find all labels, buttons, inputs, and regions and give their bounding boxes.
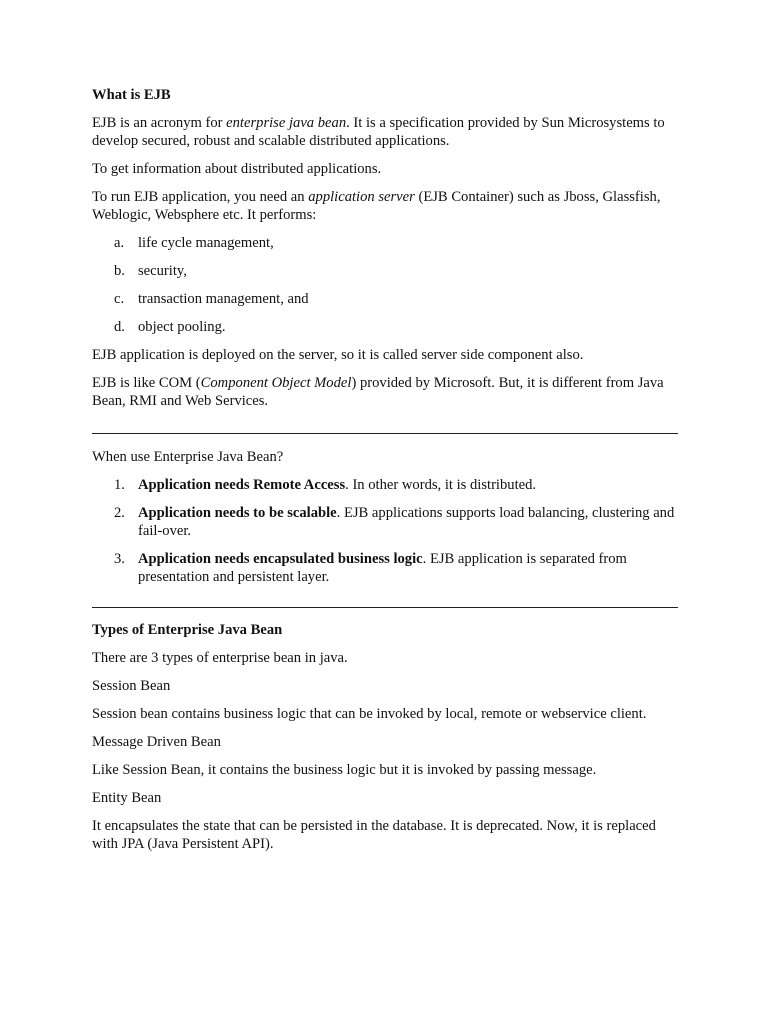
text-run: EJB is an acronym for: [92, 115, 227, 131]
text-run: . It is a specification provided by Sun Microsystems to develop secured, robust and scalable distributed applications.: [92, 115, 665, 149]
list-item: [92, 550, 678, 586]
divider: [92, 433, 678, 434]
list-item-bold: Application needs encapsulated business logic: [138, 551, 423, 567]
list-item-text: . In other words, it is distributed.: [345, 477, 537, 493]
list-marker: 1.: [114, 477, 125, 493]
list-item: [92, 476, 678, 494]
list-marker: d.: [114, 319, 125, 335]
list-marker: b.: [114, 263, 125, 279]
list-marker: 3.: [114, 551, 125, 567]
list-item: [92, 318, 678, 336]
subheading-entity-bean: Entity Bean: [92, 790, 162, 806]
list-item-text: . EJB application is separated from presentation and persistent layer.: [138, 551, 627, 585]
list-item-bold: Application needs to be scalable: [138, 505, 337, 521]
paragraph-message-driven-bean: Like Session Bean, it contains the business logic but it is invoked by passing message.: [92, 762, 597, 778]
text-run: To run EJB application, you need an: [92, 189, 309, 205]
heading-types: Types of Enterprise Java Bean: [92, 622, 283, 638]
emphasis-enterprise-java-bean: enterprise java bean: [226, 115, 347, 131]
divider: [92, 607, 678, 608]
paragraph-distributed-info: To get information about distributed applications.: [92, 161, 382, 177]
subheading-session-bean: Session Bean: [92, 678, 171, 694]
list-item-text: security,: [138, 263, 187, 279]
heading-what-is-ejb: What is EJB: [92, 87, 171, 103]
paragraph-entity-bean: It encapsulates the state that can be persisted in the database. It is deprecated. Now, it is replaced with JPA (Java Persistent API).: [92, 818, 656, 852]
paragraph-types-intro: There are 3 types of enterprise bean in java.: [92, 650, 348, 666]
emphasis-component-object-model: Component Object Model: [200, 375, 352, 391]
list-item-text: transaction management, and: [138, 291, 309, 307]
document-page: [92, 86, 678, 863]
list-item: [92, 290, 678, 308]
when-use-list: [92, 476, 678, 586]
subheading-message-driven-bean: Message Driven Bean: [92, 734, 221, 750]
paragraph-ejb-acronym: [92, 114, 678, 150]
paragraph-com-comparison: [92, 374, 678, 410]
list-item: [92, 234, 678, 252]
list-item: [92, 262, 678, 280]
list-item-bold: Application needs Remote Access: [138, 477, 346, 493]
list-item-text: . EJB applications supports load balancing, clustering and fail-over.: [138, 505, 675, 539]
list-item-text: life cycle management,: [138, 235, 274, 251]
emphasis-application-server: application server: [308, 189, 415, 205]
list-item-text: object pooling.: [138, 319, 226, 335]
text-run: (EJB Container) such as Jboss, Glassfish, Weblogic, Websphere etc. It performs:: [92, 189, 661, 223]
list-marker: a.: [114, 235, 125, 251]
text-run: ) provided by Microsoft. But, it is different from Java Bean, RMI and Web Services.: [92, 375, 664, 409]
paragraph-server-side: EJB application is deployed on the server, so it is called server side component also.: [92, 347, 584, 363]
text-run: EJB is like COM (: [92, 375, 201, 391]
paragraph-session-bean: Session bean contains business logic that can be invoked by local, remote or webservice client.: [92, 706, 647, 722]
paragraph-application-server: [92, 188, 678, 224]
heading-when-use: When use Enterprise Java Bean?: [92, 449, 284, 465]
list-item: [92, 504, 678, 540]
list-marker: 2.: [114, 505, 125, 521]
list-marker: c.: [114, 291, 125, 307]
performs-list: [92, 234, 678, 336]
